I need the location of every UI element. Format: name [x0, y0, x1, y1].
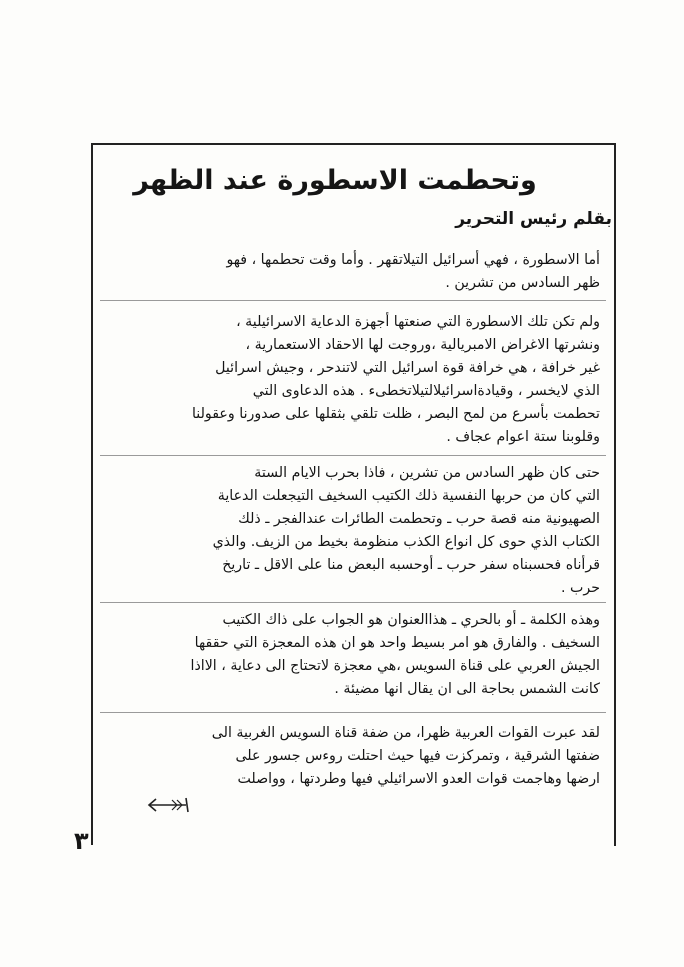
paragraph-line: الكتاب الذي حوى كل انواع الكذب منظومة بخيط من الزيف. والذي: [212, 534, 600, 550]
paragraph-line: ولم تكن تلك الاسطورة التي صنعتها أجهزة الدعاية الاسرائيلية ،: [236, 314, 600, 330]
paragraph-line: غير خرافة ، هي خرافة قوة اسرائيل التي لاتندحر ، وجيش اسرائيل: [215, 360, 600, 376]
paragraph-5: [92, 722, 600, 791]
paragraph-line: السخيف . والفارق هو امر بسيط واحد هو ان هذه المعجزة التي حققها: [194, 635, 600, 651]
paragraph-line: قرأناه فحسبناه سفر حرب ـ أوحسبه البعض منا على الاقل ـ تاريخ: [222, 557, 600, 573]
article-title: وتحطمت الاسطورة عند الظهر: [133, 165, 537, 196]
paragraph-divider: [100, 455, 606, 456]
paragraph-line: أما الاسطورة ، فهي أسرائيل التيلاتقهر . وأما وقت تحطمها ، فهو: [226, 252, 600, 268]
right-border-rule: [614, 143, 616, 846]
continuation-arrow-icon: [146, 796, 190, 814]
paragraph-line: حرب .: [561, 580, 600, 596]
paragraph-line: ظهر السادس من تشرين .: [445, 275, 600, 291]
paragraph-2: [92, 311, 600, 449]
paragraph-line: الصهيونية منه قصة حرب ـ وتحطمت الطائرات عندالفجر ـ ذلك: [238, 511, 600, 527]
paragraph-line: تحطمت بأسرع من لمح البصر ، ظلت تلقي بثقلها على صدورنا وعقولنا: [191, 406, 600, 422]
paragraph-1: [92, 249, 600, 295]
paragraph-divider: [100, 712, 606, 713]
paragraph-3: [92, 462, 600, 600]
paragraph-line: الجيش العربي على قناة السويس ،هي معجزة لاتحتاج الى دعاية ، الااذا: [190, 658, 600, 674]
paragraph-line: الذي لايخسر ، وقيادةاسرائيلالتيلاتخطىء . هذه الدعاوى التي: [252, 383, 600, 399]
paragraph-line: وقلوبنا ستة اعوام عجاف .: [446, 429, 600, 445]
paragraph-line: حتى كان ظهر السادس من تشرين ، فاذا بحرب الايام الستة: [254, 465, 600, 481]
paragraph-line: كانت الشمس بحاجة الى ان يقال انها مضيئة .: [334, 681, 600, 697]
paragraph-line: التي كان من حربها النفسية ذلك الكتيب السخيف التيجعلت الدعاية: [217, 488, 600, 504]
paragraph-line: وهذه الكلمة ـ أو بالحري ـ هذاالعنوان هو الجواب على ذاك الكتيب: [222, 612, 600, 628]
paragraph-divider: [100, 602, 606, 603]
paragraph-line: لقد عبرت القوات العربية ظهرا، من ضفة قناة السويس الغربية الى: [211, 725, 600, 741]
paragraph-line: ونشرتها الاغراض الامبريالية ،وروجت لها الاحقاد الاستعمارية ،: [245, 337, 600, 353]
paragraph-4: [92, 609, 600, 701]
paragraph-line: ضفتها الشرقية ، وتمركزت فيها حيث احتلت روءس جسور على: [235, 748, 600, 764]
page-number: ٣: [74, 827, 89, 855]
paragraph-divider: [100, 300, 606, 301]
article-byline: بقلم رئيس التحرير: [455, 209, 612, 229]
paragraph-line: ارضها وهاجمت قوات العدو الاسرائيلي فيها وطردتها ، وواصلت: [237, 771, 600, 787]
